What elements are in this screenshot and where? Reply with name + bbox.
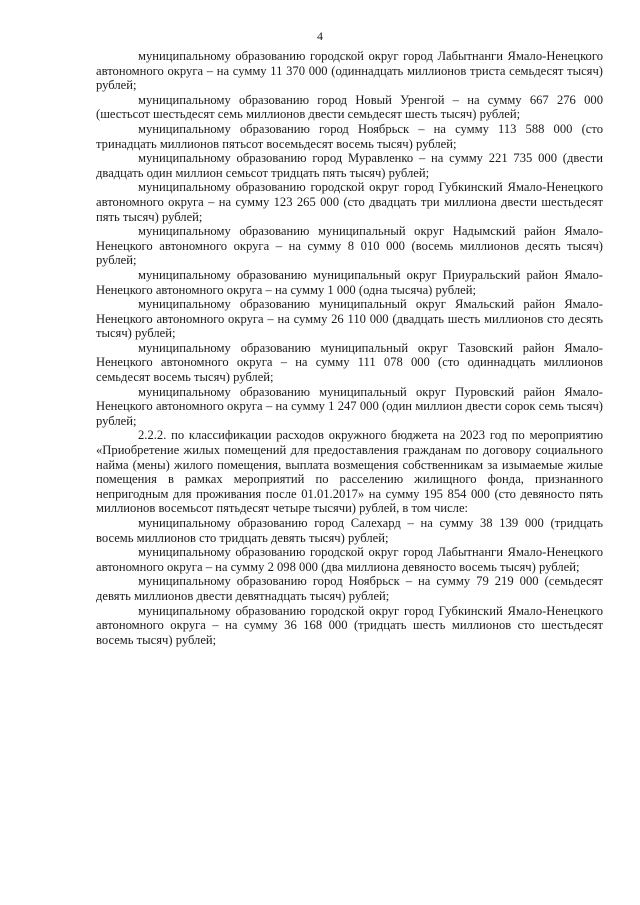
document-body [96,49,603,647]
paragraph-labytnangi-2: муниципальному образованию городской округ город Лабытнанги Ямало-Ненецкого автономного округа – на сумму 2 098 000 (два миллиона девяносто восемь тысяч) рублей; [96,545,603,574]
paragraph-labytnangi: муниципальному образованию городской округ город Лабытнанги Ямало-Ненецкого автономного округа – на сумму 11 370 000 (одиннадцать миллионов триста семьдесят тысяч) рублей; [96,49,603,93]
paragraph-priuralsky: муниципальному образованию муниципальный округ Приуральский район Ямало-Ненецкого автономного округа – на сумму 1 000 (одна тысяча) рублей; [96,267,603,297]
paragraph-section-2-2-2: 2.2.2. по классификации расходов окружного бюджета на 2023 год по мероприятию «Приобретение жилых помещений для предоставления гражданам по договору социального найма (мены) жилого помещения, выплата возмещения собственникам за изымаемые жилые помещения в рамках мероприятий по расселению жилищного фонда, признанного непригодным для проживания после 01.01.2017» на сумму 195 854 000 (сто девяносто пять миллионов восемьсот пятьдесят четыре тысячи) рублей, в том числе: [96,428,603,516]
paragraph-noyabrsk-2: муниципальному образованию город Ноябрьск – на сумму 79 219 000 (семьдесят девять миллионов двести девятнадцать тысяч) рублей; [96,574,603,603]
paragraph-yamalsky: муниципальному образованию муниципальный округ Ямальский район Ямало-Ненецкого автономного округа – на сумму 26 110 000 (двадцать шесть миллионов сто десять тысяч) рублей; [96,297,603,341]
paragraph-muravlenko: муниципальному образованию город Муравленко – на сумму 221 735 000 (двести двадцать один миллион семьсот тридцать пять тысяч) рублей; [96,151,603,180]
paragraph-novy-urengoy: муниципальному образованию город Новый Уренгой – на сумму 667 276 000 (шестьсот шестьдесят семь миллионов двести семьдесят шесть тысяч) рублей; [96,92,603,122]
paragraph-purovsky: муниципальному образованию муниципальный округ Пуровский район Ямало-Ненецкого автономного округа – на сумму 1 247 000 (один миллион двести сорок семь тысяч) рублей; [96,384,603,428]
paragraph-salekhard: муниципальному образованию город Салехард – на сумму 38 139 000 (тридцать восемь миллионов сто тридцать девять тысяч) рублей; [96,516,603,545]
paragraph-gubkinsky: муниципальному образованию городской округ город Губкинский Ямало-Ненецкого автономного округа – на сумму 123 265 000 (сто двадцать три миллиона двести шестьдесят пять тысяч) рублей; [96,180,603,224]
page-number: 4 [317,29,323,43]
paragraph-gubkinsky-2: муниципальному образованию городской округ город Губкинский Ямало-Ненецкого автономного округа – на сумму 36 168 000 (тридцать шесть миллионов сто шестьдесят восемь тысяч) рублей; [96,603,603,647]
paragraph-nadymsky: муниципальному образованию муниципальный округ Надымский район Ямало-Ненецкого автономного округа – на сумму 8 010 000 (восемь миллионов десять тысяч) рублей; [96,224,603,268]
paragraph-tazovsky: муниципальному образованию муниципальный округ Тазовский район Ямало-Ненецкого автономного округа – на сумму 111 078 000 (сто одиннадцать миллионов семьдесят восемь тысяч) рублей; [96,340,603,385]
paragraph-noyabrsk: муниципальному образованию город Ноябрьск – на сумму 113 588 000 (сто тринадцать миллионов пятьсот восемьдесят восемь тысяч) рублей; [96,121,603,151]
